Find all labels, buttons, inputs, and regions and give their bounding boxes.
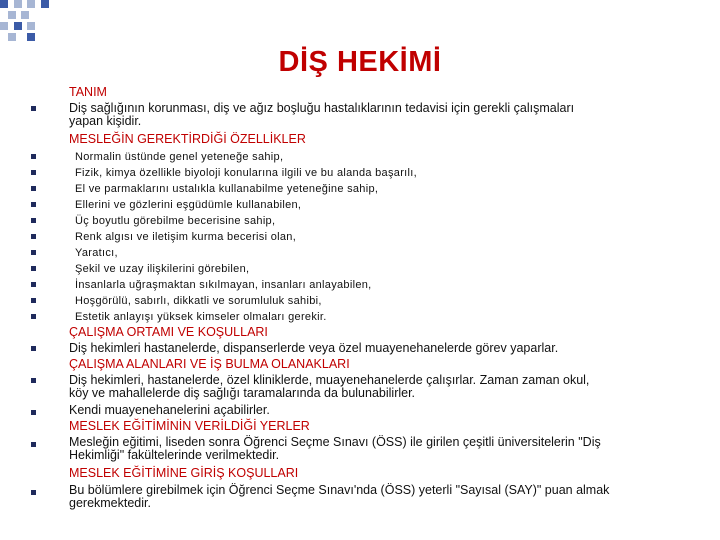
giris-heading: MESLEK EĞİTİMİNE GİRİŞ KOŞULLARI: [69, 466, 299, 480]
bullet-icon: [31, 202, 36, 207]
calisma-alanlari-text: Kendi muayenehanelerini açabilirler.: [69, 403, 270, 417]
deco-square: [27, 33, 35, 41]
egitim-heading: MESLEK EĞİTİMİNİN VERİLDİĞİ YERLER: [69, 419, 310, 433]
bullet-icon: [31, 266, 36, 271]
bullet-icon: [31, 346, 36, 351]
ozellik-item: Üç boyutlu görebilme becerisine sahip,: [75, 215, 276, 227]
ozellik-item: İnsanlarla uğraşmaktan sıkılmayan, insanları anlayabilen,: [75, 279, 372, 291]
bullet-icon: [31, 106, 36, 111]
deco-square: [14, 0, 22, 8]
ozellik-item: Şekil ve uzay ilişkilerini görebilen,: [75, 263, 250, 275]
calisma-alanlari-text: Diş hekimleri, hastanelerde, özel kliniklerde, muayenehanelerde çalışırlar. Zaman zaman okul,: [69, 373, 590, 387]
tanim-heading: TANIM: [69, 85, 107, 99]
ozellik-item: Normalin üstünde genel yeteneğe sahip,: [75, 151, 284, 163]
page-title: DİŞ HEKİMİ: [278, 46, 442, 78]
ozellik-item: Yaratıcı,: [75, 247, 118, 259]
deco-square: [21, 11, 29, 19]
bullet-icon: [31, 298, 36, 303]
bullet-icon: [31, 282, 36, 287]
decorative-squares: [0, 0, 60, 50]
ozellik-item: El ve parmaklarını ustalıkla kullanabilme yeteneğine sahip,: [75, 183, 379, 195]
bullet-icon: [31, 250, 36, 255]
ozellikler-heading: MESLEĞİN GEREKTİRDİĞİ ÖZELLİKLER: [69, 132, 306, 146]
bullet-icon: [31, 186, 36, 191]
bullet-icon: [31, 490, 36, 495]
giris-text: Bu bölümlere girebilmek için Öğrenci Seçme Sınavı'nda (ÖSS) yeterli "Sayısal (SAY)" puan almak: [69, 483, 610, 497]
deco-square: [27, 22, 35, 30]
deco-square: [27, 0, 35, 8]
ozellik-item: Hoşgörülü, sabırlı, dikkatli ve sorumluluk sahibi,: [75, 295, 322, 307]
bullet-icon: [31, 218, 36, 223]
ozellik-item: Ellerini ve gözlerini eşgüdümle kullanabilen,: [75, 199, 302, 211]
calisma-alanlari-text: köy ve mahallelerde diş sağlığı taramalarında da bulunabilirler.: [69, 386, 416, 400]
tanim-text: yapan kişidir.: [69, 114, 142, 128]
deco-square: [0, 22, 8, 30]
deco-square: [14, 22, 22, 30]
deco-square: [41, 0, 49, 8]
bullet-icon: [31, 234, 36, 239]
bullet-icon: [31, 410, 36, 415]
deco-square: [0, 0, 8, 8]
egitim-text: Mesleğin eğitimi, liseden sonra Öğrenci Seçme Sınavı (ÖSS) ile girilen çeşitli üniversitelerin "Diş: [69, 435, 601, 449]
ozellik-item: Renk algısı ve iletişim kurma becerisi olan,: [75, 231, 297, 243]
bullet-icon: [31, 154, 36, 159]
calisma-alanlari-heading: ÇALIŞMA ALANLARI VE İŞ BULMA OLANAKLARI: [69, 357, 350, 371]
bullet-icon: [31, 378, 36, 383]
egitim-text: Hekimliği" fakültelerinde verilmektedir.: [69, 448, 280, 462]
deco-square: [8, 11, 16, 19]
calisma-ortami-heading: ÇALIŞMA ORTAMI VE KOŞULLARI: [69, 325, 268, 339]
bullet-icon: [31, 314, 36, 319]
ozellik-item: Fizik, kimya özellikle biyoloji konularına ilgili ve bu alanda başarılı,: [75, 167, 417, 179]
tanim-text: Diş sağlığının korunması, diş ve ağız boşluğu hastalıklarının tedavisi için gerekli çalışmaları: [69, 101, 575, 115]
ozellik-item: Estetik anlayışı yüksek kimseler olmaları gerekir.: [75, 311, 327, 323]
deco-square: [8, 33, 16, 41]
bullet-icon: [31, 170, 36, 175]
giris-text: gerekmektedir.: [69, 496, 151, 510]
calisma-ortami-text: Diş hekimleri hastanelerde, dispanserlerde veya özel muayenehanelerde görev yaparlar.: [69, 341, 559, 355]
bullet-icon: [31, 442, 36, 447]
